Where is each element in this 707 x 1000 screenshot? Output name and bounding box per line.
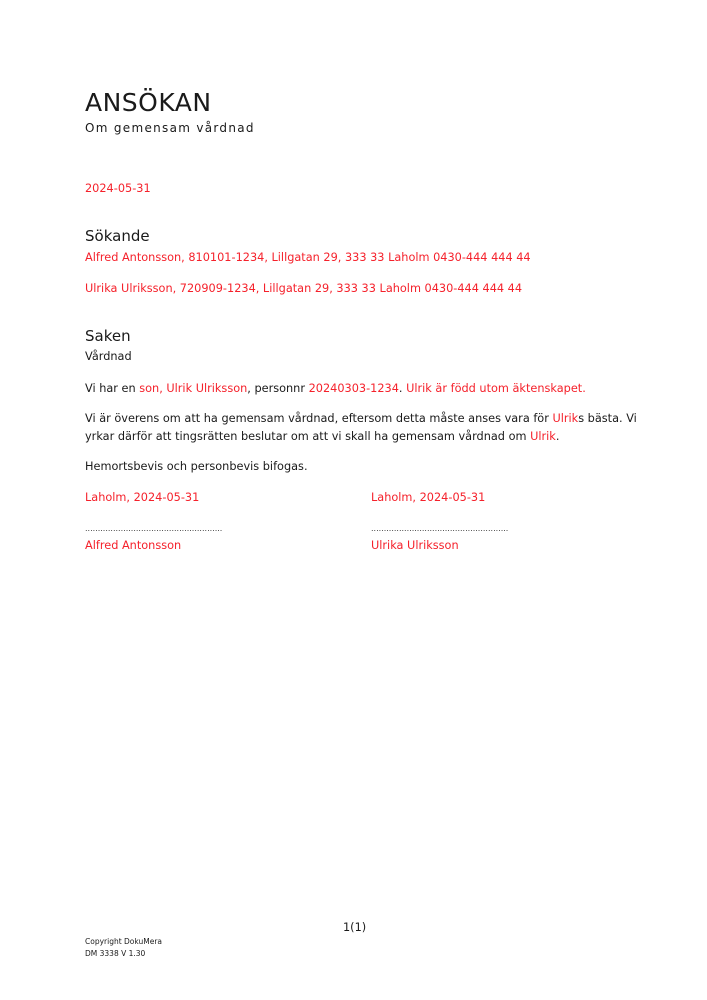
child-status: Ulrik är född utom äktenskapet.	[406, 382, 586, 395]
signature-2-name: Ulrika Ulriksson	[371, 539, 459, 552]
paragraph-agreement-line2	[85, 430, 559, 443]
footer-copyright: Copyright DokuMera	[85, 937, 163, 946]
text: Vi är överens om att ha gemensam vårdnad, eftersom detta måste anses vara för	[85, 412, 553, 425]
applicants-heading: Sökande	[85, 227, 150, 245]
footer-version: DM 3338 V 1.30	[85, 949, 146, 958]
paragraph-attachments: Hemortsbevis och personbevis bifogas.	[85, 460, 308, 473]
signature-2-line: ......................................................	[371, 524, 509, 533]
page-number: 1(1)	[343, 921, 367, 934]
document-date: 2024-05-31	[85, 182, 151, 195]
applicant-2: Ulrika Ulriksson, 720909-1234, Lillgatan 29, 333 33 Laholm 0430-444 444 44	[85, 282, 523, 295]
text: s bästa. Vi	[578, 412, 637, 425]
signature-1-place-date: Laholm, 2024-05-31	[85, 491, 200, 504]
signature-1-line: ......................................................	[85, 524, 223, 533]
text: .	[398, 382, 407, 395]
text: , personnr	[247, 382, 309, 395]
matter-heading: Saken	[85, 327, 131, 345]
document-title: ANSÖKAN	[85, 88, 212, 117]
text: .	[555, 430, 560, 443]
signature-1-name: Alfred Antonsson	[85, 539, 182, 552]
applicant-1: Alfred Antonsson, 810101-1234, Lillgatan 29, 333 33 Laholm 0430-444 444 44	[85, 251, 531, 264]
child-firstname: Ulrik	[552, 412, 579, 425]
signature-2-place-date: Laholm, 2024-05-31	[371, 491, 486, 504]
paragraph-agreement-line1	[85, 412, 637, 425]
text: Vi har en	[85, 382, 140, 395]
text: yrkar därför att tingsrätten beslutar om att vi skall ha gemensam vårdnad om	[85, 430, 531, 443]
child-personnr: 20240303-1234	[308, 382, 399, 395]
child-firstname: Ulrik	[530, 430, 556, 443]
document-subtitle: Om gemensam vårdnad	[85, 121, 255, 135]
paragraph-child	[85, 382, 586, 395]
matter-subject: Vårdnad	[85, 350, 132, 363]
child-name: son, Ulrik Ulriksson	[139, 382, 248, 395]
